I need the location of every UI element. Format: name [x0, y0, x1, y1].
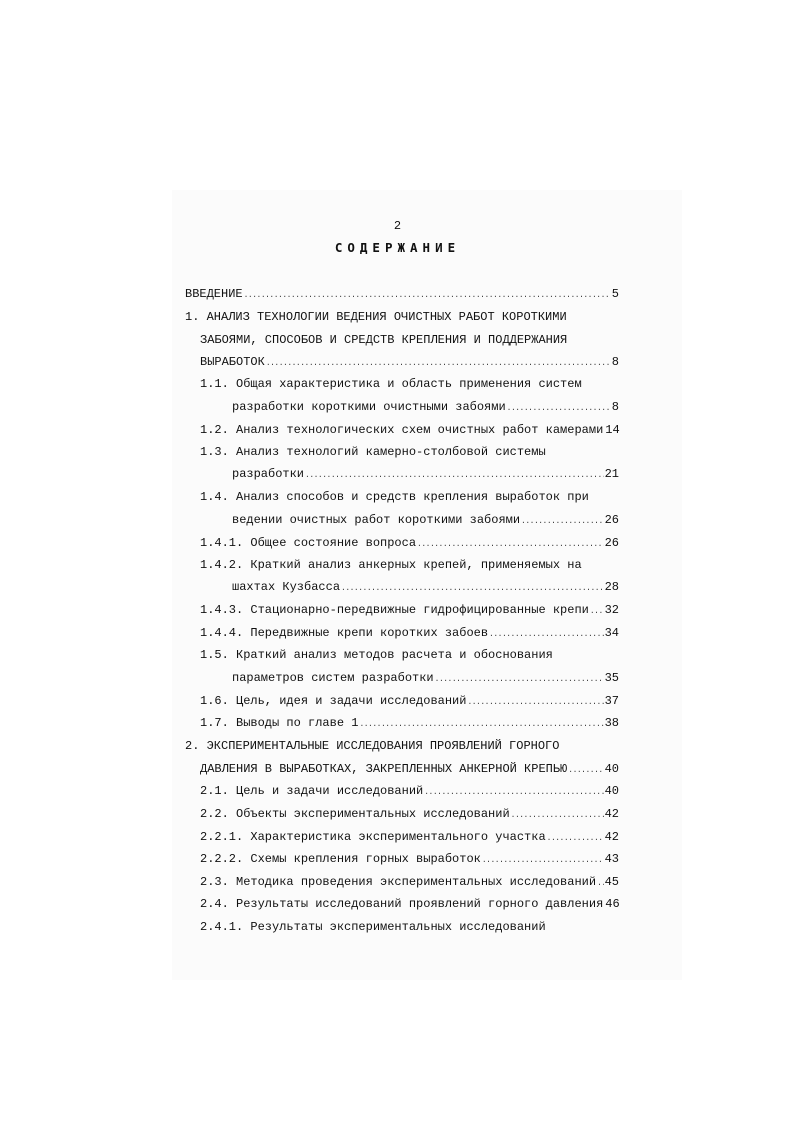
toc-entry: 2.3. Методика проведения экспериментальных исследований ..... 45 — [200, 875, 619, 891]
toc-entry: 1.5. Краткий анализ методов расчета и обоснования — [200, 648, 553, 662]
toc-entry: ЗАБОЯМИ, СПОСОБОВ И СРЕДСТВ КРЕПЛЕНИЯ И ПОДДЕРЖАНИЯ — [200, 333, 568, 347]
toc-entry: шахтах Кузбасса ..... 28 — [232, 580, 619, 596]
toc-entry: 1.2. Анализ технологических схем очистных работ камерами 14 — [200, 423, 620, 437]
toc-entry: параметров систем разработки ..... 35 — [232, 671, 619, 687]
toc-entry: 1. АНАЛИЗ ТЕХНОЛОГИИ ВЕДЕНИЯ ОЧИСТНЫХ РАБОТ КОРОТКИМИ — [185, 310, 567, 324]
toc-entry: 1.1. Общая характеристика и область применения систем — [200, 377, 582, 391]
toc-entry: 2.2.1. Характеристика экспериментального участка ..... 42 — [200, 830, 619, 846]
toc-entry: 1.4.4. Передвижные крепи коротких забоев ..... 34 — [200, 626, 619, 642]
toc-entry: разработки ..... 21 — [232, 467, 619, 483]
toc-entry: 2. ЭКСПЕРИМЕНТАЛЬНЫЕ ИССЛЕДОВАНИЯ ПРОЯВЛЕНИЙ ГОРНОГО — [185, 739, 560, 753]
toc-entry: ведении очистных работ короткими забоями ..... 26 — [232, 513, 619, 529]
toc-entry: 1.3. Анализ технологий камерно-столбовой системы — [200, 445, 546, 459]
toc-entry: 2.2.2. Схемы крепления горных выработок ..... 43 — [200, 852, 619, 868]
toc-entry: 2.4.1. Результаты экспериментальных исследований — [200, 920, 546, 934]
page-number: 2 — [393, 219, 402, 233]
toc-entry: ВЫРАБОТОК ..... 8 — [200, 355, 619, 371]
toc-entry: 1.4. Анализ способов и средств крепления выработок при — [200, 490, 589, 504]
toc-entry: 1.4.2. Краткий анализ анкерных крепей, применяемых на — [200, 558, 582, 572]
toc-entry: 1.7. Выводы по главе 1 ..... 38 — [200, 716, 619, 732]
toc-entry: разработки короткими очистными забоями ..... 8 — [232, 400, 619, 416]
toc-entry: 2.4. Результаты исследований проявлений горного давления 46 — [200, 897, 620, 911]
toc-entry: 1.4.1. Общее состояние вопроса ..... 26 — [200, 536, 619, 552]
toc-entry: ВВЕДЕНИЕ ..... 5 — [185, 287, 619, 303]
toc-entry: 2.2. Объекты экспериментальных исследований ..... 42 — [200, 807, 619, 823]
toc-entry: ДАВЛЕНИЯ В ВЫРАБОТКАХ, ЗАКРЕПЛЕННЫХ АНКЕРНОЙ КРЕПЬЮ ..... 40 — [200, 762, 619, 778]
toc-entry: 1.6. Цель, идея и задачи исследований ..... 37 — [200, 694, 619, 710]
toc-entry: 2.1. Цель и задачи исследований ..... 40 — [200, 784, 619, 800]
toc-entry: 1.4.3. Стационарно-передвижные гидрофицированные крепи ..... 32 — [200, 603, 619, 619]
page-title: СОДЕРЖАНИЕ — [334, 240, 461, 255]
